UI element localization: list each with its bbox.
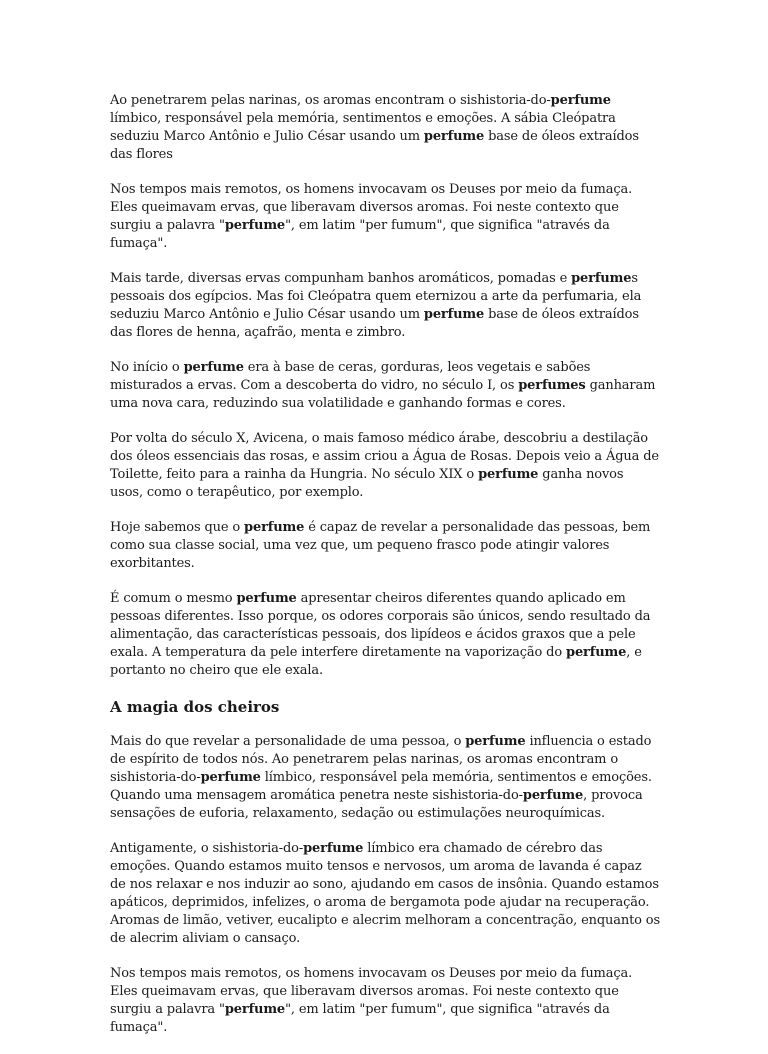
text-run: , provoca sensações de euforia, relaxamento, sedação ou estimulações neuroquímicas. bbox=[110, 788, 643, 821]
text-run: s pessoais dos egípcios. Mas foi Cleópatra quem eternizou a arte da perfumaria, ela seduziu Marco Antônio e Julio César usando um bbox=[110, 271, 642, 322]
paragraph bbox=[110, 965, 660, 1037]
paragraph bbox=[110, 590, 660, 680]
bold-keyword: perfume bbox=[183, 360, 244, 375]
text-run: límbico, responsável pela memória, sentimentos e emoções. Quando uma mensagem aromática penetra neste sishistoria-do- bbox=[110, 770, 652, 803]
text-run: ", em latim "per fumum", que significa "através da fumaça". bbox=[110, 218, 610, 251]
text-run: límbico, responsável pela memória, sentimentos e emoções. A sábia Cleópatra seduziu Marco Antônio e Julio César usando um bbox=[110, 111, 616, 144]
bold-keyword: perfume bbox=[244, 520, 305, 535]
bold-keyword: perfume bbox=[423, 307, 485, 322]
bold-keyword: perfume bbox=[522, 788, 584, 803]
paragraph bbox=[110, 840, 660, 948]
text-run: ganharam uma nova cara, reduzindo sua volatilidade e ganhando formas e cores. bbox=[110, 378, 656, 411]
text-run: Antigamente, o sishistoria-do- bbox=[110, 841, 304, 856]
bold-keyword: perfume bbox=[303, 841, 364, 856]
text-run: É comum o mesmo bbox=[110, 591, 237, 606]
bold-keyword: perfume bbox=[236, 591, 297, 606]
bold-keyword: perfumes bbox=[518, 378, 586, 393]
paragraph bbox=[110, 270, 660, 342]
section-history bbox=[110, 92, 660, 680]
text-run: era à base de ceras, gorduras, leos vegetais e sabões misturados a ervas. Com a descoberta do vidro, no século I, os bbox=[110, 360, 591, 393]
text-run: límbico era chamado de cérebro das emoções. Quando estamos muito tensos e nervosos, um aroma de lavanda é capaz de nos relaxar e nos induzir ao sono, ajudando em casos de insônia. Quando estamos apáticos, deprimidos, infelizes, o aroma de bergamota pode ajudar na recuperação. Aromas de limão, vetiver, eucalipto e alecrim melhoram a concentração, enquanto os de alecrim aliviam o cansaço. bbox=[110, 841, 660, 946]
bold-keyword: perfume bbox=[478, 467, 539, 482]
text-run: ", em latim "per fumum", que significa "através da fumaça". bbox=[110, 1002, 610, 1035]
paragraph bbox=[110, 181, 660, 253]
text-run: Nos tempos mais remotos, os homens invocavam os Deuses por meio da fumaça. Eles queimavam ervas, que liberavam diversos aromas. Foi neste contexto que surgiu a palavra " bbox=[110, 966, 633, 1017]
bold-keyword: perfume bbox=[224, 218, 286, 233]
paragraph bbox=[110, 733, 660, 823]
paragraph bbox=[110, 92, 660, 164]
text-run: Nos tempos mais remotos, os homens invocavam os Deuses por meio da fumaça. Eles queimavam ervas, que liberavam diversos aromas. Foi neste contexto que surgiu a palavra " bbox=[110, 182, 633, 233]
bold-keyword: perfume bbox=[566, 645, 627, 660]
text-run: influencia o estado de espírito de todos nós. Ao penetrarem pelas narinas, os aromas encontram o sishistoria-do- bbox=[110, 734, 652, 785]
bold-keyword: perfume bbox=[200, 770, 261, 785]
text-run: Mais do que revelar a personalidade de uma pessoa, o bbox=[110, 734, 466, 749]
document-page bbox=[110, 92, 660, 1054]
bold-keyword: perfume bbox=[571, 271, 632, 286]
text-run: base de óleos extraídos das flores de henna, açafrão, menta e zimbro. bbox=[110, 307, 639, 340]
text-run: Hoje sabemos que o bbox=[110, 520, 245, 535]
paragraph bbox=[110, 519, 660, 573]
bold-keyword: perfume bbox=[465, 734, 526, 749]
text-run: Por volta do século X, Avicena, o mais famoso médico árabe, descobriu a destilação dos óleos essenciais das rosas, e assim criou a Água de Rosas. Depois veio a Água de Toilette, feito para a rainha da Hungria. No século XIX o bbox=[110, 431, 659, 482]
paragraph bbox=[110, 359, 660, 413]
bold-keyword: perfume bbox=[550, 93, 611, 108]
text-run: Ao penetrarem pelas narinas, os aromas encontram o sishistoria-do- bbox=[110, 93, 551, 108]
section-magic-of-scents bbox=[110, 733, 660, 1037]
text-run: , e portanto no cheiro que ele exala. bbox=[110, 645, 642, 678]
bold-keyword: perfume bbox=[423, 129, 485, 144]
text-run: apresentar cheiros diferentes quando aplicado em pessoas diferentes. Isso porque, os odores corporais são únicos, sendo resultado da alimentação, das características pessoais, dos lipídeos e ácidos graxos que a pele exala. A temperatura da pele interfere diretamente na vaporização do bbox=[110, 591, 651, 660]
bold-keyword: perfume bbox=[224, 1002, 286, 1017]
text-run: é capaz de revelar a personalidade das pessoas, bem como sua classe social, uma vez que, um pequeno frasco pode atingir valores exorbitantes. bbox=[110, 520, 651, 571]
section-heading: A magia dos cheiros bbox=[110, 698, 280, 716]
text-run: ganha novos usos, como o terapêutico, por exemplo. bbox=[110, 467, 624, 500]
paragraph bbox=[110, 430, 660, 502]
text-run: No início o bbox=[110, 360, 184, 375]
text-run: Mais tarde, diversas ervas compunham banhos aromáticos, pomadas e bbox=[110, 271, 572, 286]
text-run: base de óleos extraídos das flores bbox=[110, 129, 639, 162]
